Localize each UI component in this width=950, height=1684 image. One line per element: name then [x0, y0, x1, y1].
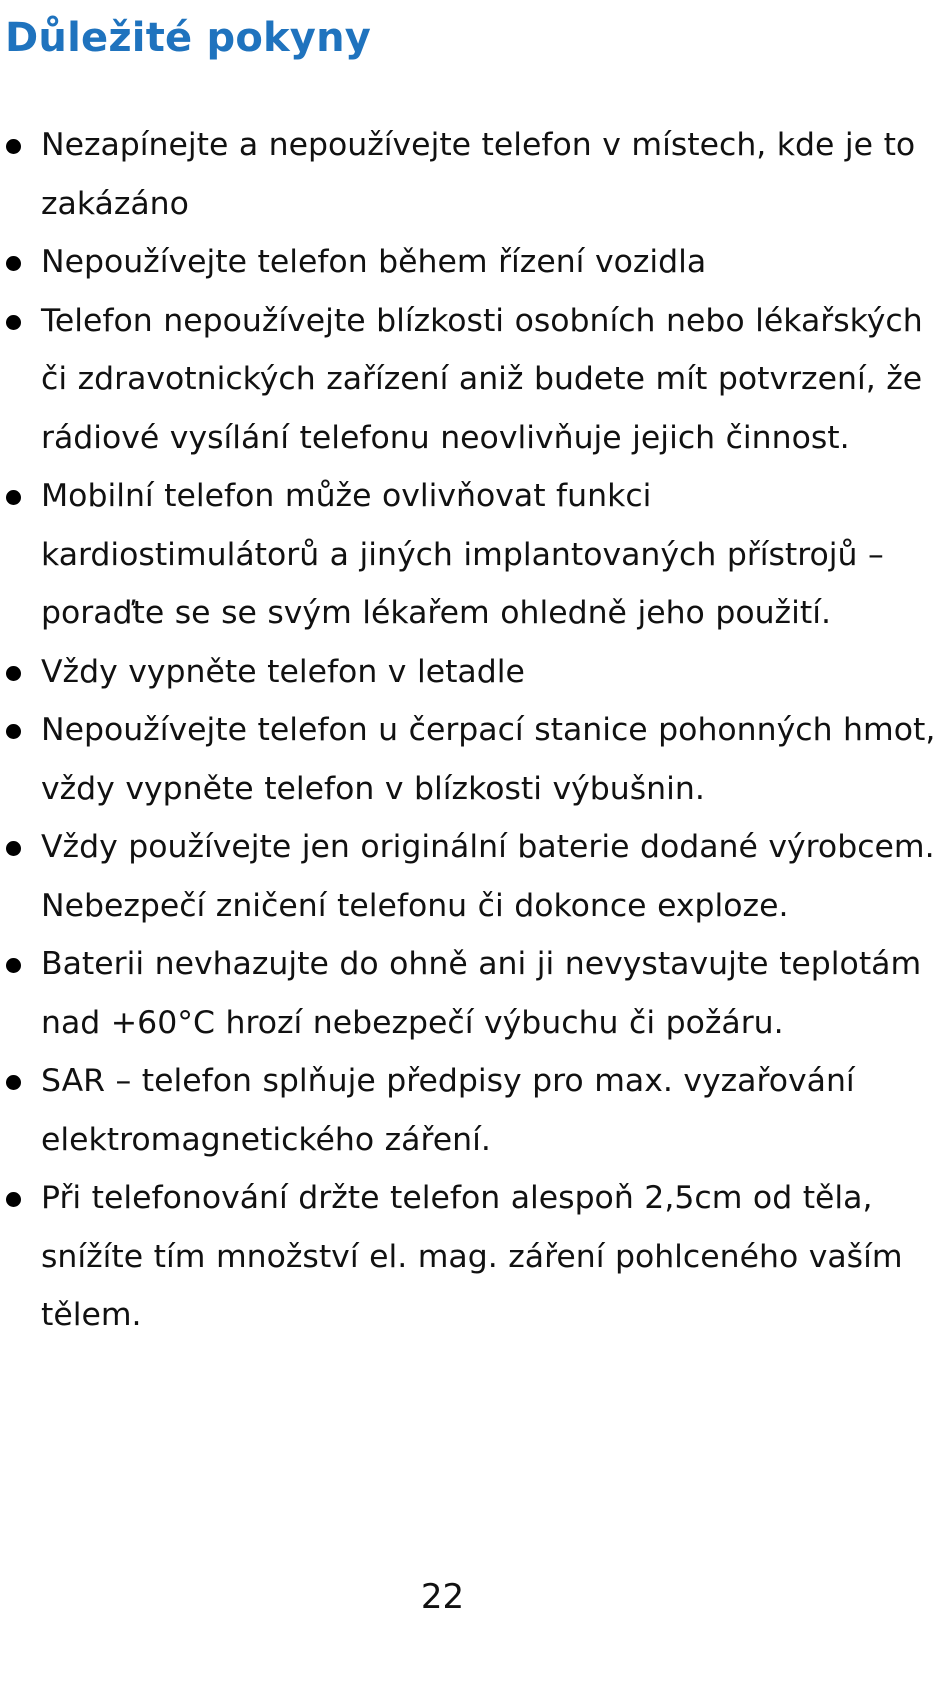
list-item: [0, 935, 940, 1052]
list-item: [0, 1169, 940, 1345]
list-item-text: Mobilní telefon může ovlivňovat funkci kardiostimulátorů a jiných implantovaných přístrojů – poraďte se se svým lékařem ohledně jeho použití.: [41, 478, 884, 631]
bullet-icon: [6, 724, 21, 739]
page-number: 22: [420, 1577, 465, 1617]
page-title: Důležité pokyny: [5, 15, 372, 61]
list-item-text: Baterii nevhazujte do ohně ani ji nevystavujte teplotám nad +60°C hrozí nebezpečí výbuchu či požáru.: [41, 946, 922, 1041]
list-item-text: Nepoužívejte telefon během řízení vozidla: [41, 244, 707, 280]
list-item-text: SAR – telefon splňuje předpisy pro max. vyzařování elektromagnetického záření.: [41, 1063, 855, 1158]
list-item-text: Nezapínejte a nepoužívejte telefon v místech, kde je to zakázáno: [41, 127, 916, 222]
list-item-text: Při telefonování držte telefon alespoň 2,5cm od těla, snížíte tím množství el. mag. záření pohlceného vaším tělem.: [41, 1180, 903, 1333]
list-item-text: Vždy vypněte telefon v letadle: [41, 653, 525, 690]
list-item: [0, 643, 940, 702]
list-item-text: Telefon nepoužívejte blízkosti osobních nebo lékařských či zdravotnických zařízení aniž budete mít potvrzení, že rádiové vysílání telefonu neovlivňuje jejich činnost.: [41, 302, 923, 456]
bullet-icon: [6, 315, 21, 330]
bullet-icon: [6, 490, 21, 505]
list-item-text: Nepoužívejte telefon u čerpací stanice pohonných hmot, vždy vypněte telefon v blízkosti výbušnin.: [41, 712, 936, 807]
list-item: [0, 701, 940, 818]
list-item: [0, 818, 940, 935]
bullet-icon: [6, 1192, 21, 1207]
list-item: [0, 116, 940, 233]
bullet-icon: [6, 256, 21, 271]
bullet-icon: [6, 958, 21, 973]
list-item: [0, 233, 940, 292]
list-item: [0, 292, 940, 468]
bullet-icon: [6, 666, 21, 681]
bullet-icon: [6, 841, 21, 856]
bullet-icon: [6, 1075, 21, 1090]
list-item-text: Vždy používejte jen originální baterie dodané výrobcem. Nebezpečí zničení telefonu či dokonce exploze.: [41, 829, 935, 924]
bullet-icon: [6, 139, 21, 154]
list-item: [0, 467, 940, 643]
instruction-list: [0, 116, 940, 1345]
list-item: [0, 1052, 940, 1169]
